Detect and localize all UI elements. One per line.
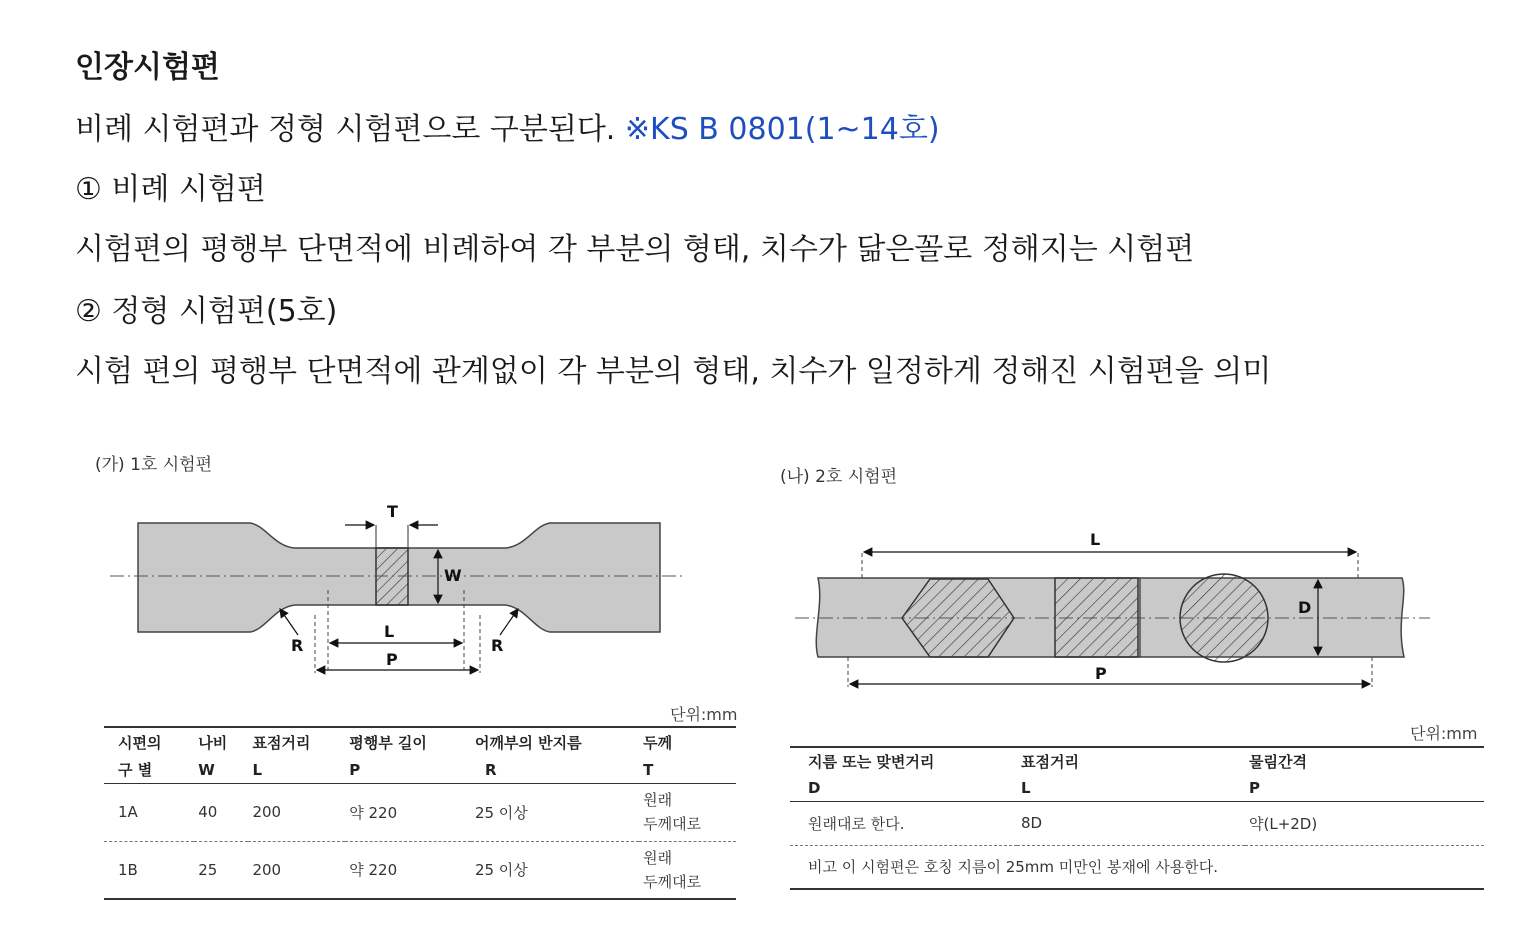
table-note: 비고 이 시험편은 호칭 지름이 25mm 미만인 봉재에 사용한다. [808, 858, 1219, 877]
dim-T-label: T [387, 502, 398, 521]
header-cell: 표점거리 [252, 734, 311, 752]
dim-D-label: D [1298, 598, 1312, 617]
figure1-unit: 단위:mm [670, 705, 738, 724]
table-header-row [790, 775, 1484, 801]
dim-L-label: L [384, 622, 395, 641]
header-cell: P [349, 760, 361, 779]
table-header-row [104, 727, 736, 757]
table-cell: 약(L+2D) [1249, 814, 1318, 833]
dim-R-right-label: R [491, 636, 504, 655]
table-cell: 25 이상 [474, 803, 528, 822]
figure2-table [790, 746, 1484, 890]
header-cell: 표점거리 [1021, 753, 1079, 771]
table-header-row [104, 757, 736, 783]
item2-title: ② 정형 시험편(5호) [75, 294, 338, 329]
header-cell: W [198, 760, 215, 779]
header-cell: T [643, 760, 654, 779]
item1-description: 시험편의 평행부 단면적에 비례하여 각 부분의 형태, 치수가 닮은꼴로 정해지는 시험편 [75, 232, 1195, 267]
page-title: 인장시험편 [75, 50, 220, 85]
table-cell [639, 783, 736, 841]
table-cell: 8D [1021, 814, 1043, 832]
table-cell [639, 841, 736, 899]
header-cell: P [1249, 778, 1260, 797]
table-cell: 200 [252, 860, 282, 879]
header-cell: 어깨부의 반지름 [474, 734, 582, 752]
table-header-row [790, 747, 1484, 775]
thickness-line2: 두께대로 [643, 872, 702, 891]
table-row [790, 801, 1484, 845]
header-cell: 나비 [198, 734, 228, 752]
header-cell: 시편의 [118, 734, 162, 752]
table-cell: 200 [252, 803, 282, 821]
standard-reference: ※KS B 0801(1~14호) [624, 112, 940, 147]
header-cell: L [252, 760, 263, 779]
dim-L-label: L [1090, 530, 1101, 549]
table-cell: 40 [198, 803, 218, 821]
table-note-row [790, 845, 1484, 889]
figure1-caption: (가) 1호 시험편 [95, 455, 212, 475]
header-cell: 두께 [643, 734, 673, 752]
dim-P-label: P [1095, 664, 1107, 683]
table-cell: 25 이상 [474, 861, 528, 880]
table-cell: 1B [118, 860, 138, 879]
dim-W-label: W [444, 566, 462, 585]
round-section [1180, 574, 1268, 662]
thickness-line1: 원래 [643, 791, 673, 809]
dim-R-left-label: R [291, 636, 304, 655]
thickness-line1: 원래 [643, 848, 673, 867]
table-cell: 원래대로 한다. [808, 814, 905, 833]
header-cell: 지름 또는 맞변거리 [808, 753, 935, 771]
square-section [1055, 578, 1138, 657]
table-cell: 1A [118, 803, 138, 821]
item1-title: ① 비례 시험편 [75, 172, 266, 207]
table-cell: 약 220 [349, 861, 398, 880]
table-cell: 약 220 [349, 803, 398, 822]
table-row [104, 783, 736, 841]
intro-text: 비례 시험편과 정형 시험편으로 구분된다. [75, 112, 616, 147]
figure1-table [104, 726, 736, 900]
figure2-diagram [790, 525, 1440, 695]
header-cell: L [1021, 778, 1031, 797]
figure2-caption: (나) 2호 시험편 [780, 467, 897, 487]
table-cell: 25 [198, 860, 218, 879]
item2-description: 시험 편의 평행부 단면적에 관계없이 각 부분의 형태, 치수가 일정하게 정해진 시험편을 의미 [75, 354, 1272, 389]
header-cell: R [484, 760, 497, 779]
intro-paragraph [75, 104, 940, 148]
header-cell: 평행부 길이 [349, 734, 427, 752]
dim-P-label: P [386, 650, 398, 669]
figure2-unit: 단위:mm [1410, 724, 1478, 743]
header-cell: D [808, 778, 821, 797]
header-cell: 구 별 [118, 761, 153, 780]
thickness-line2: 두께대로 [643, 815, 702, 833]
header-cell: 물림간격 [1249, 753, 1307, 771]
table-row [104, 841, 736, 899]
figure1-diagram [100, 495, 700, 685]
